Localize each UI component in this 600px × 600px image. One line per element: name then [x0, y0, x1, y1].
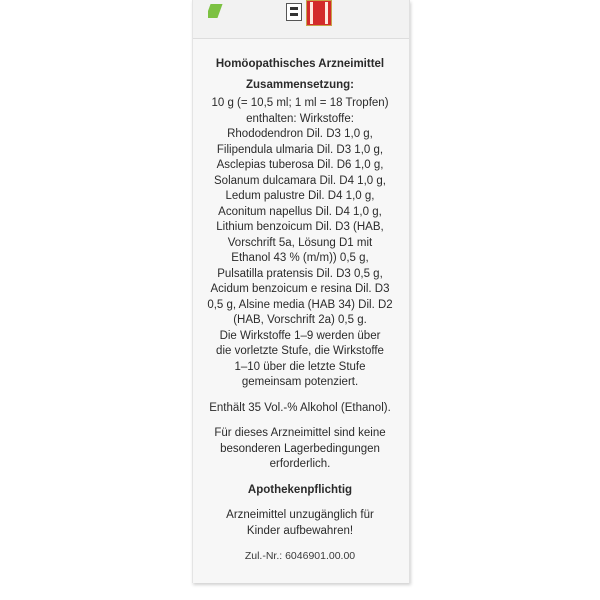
green-logo-mark-icon [208, 4, 223, 18]
product-type-heading: Homöopathisches Arzneimittel [215, 58, 385, 70]
composition-line: Aconitum napellus Dil. D4 1,0 g, [218, 205, 382, 218]
composition-heading: Zusammensetzung: [246, 78, 354, 91]
barcode-symbol-icon [286, 3, 302, 21]
composition-line: Ethanol 43 % (m/m)) 0,5 g, [231, 252, 369, 264]
package-text [192, 57, 408, 565]
composition-line: Filipendula ulmaria Dil. D3 1,0 g, [216, 143, 384, 156]
composition-line: 1–10 über die letzte Stufe [234, 360, 366, 373]
children-warning [192, 508, 408, 539]
storage-line: Für dieses Arzneimittel sind keine [214, 427, 386, 439]
composition-line: 0,5 g, Alsine media (HAB 34) Dil. D2 [207, 298, 393, 311]
composition-line: Lithium benzoicum Dil. D3 (HAB, [216, 221, 384, 233]
composition-line: Pulsatilla pratensis Dil. D3 0,5 g, [217, 267, 383, 280]
brand-lettering-icon [310, 2, 328, 24]
composition-line: gemeinsam potenziert. [241, 376, 359, 388]
composition-line: die vorletzte Stufe, die Wirkstoffe [216, 345, 384, 357]
composition-line: Solanum dulcamara Dil. D4 1,0 g, [214, 174, 386, 187]
composition-line: Ledum palustre Dil. D4 1,0 g, [225, 190, 375, 202]
registration-number: Zul.-Nr.: 6046901.00.00 [244, 550, 356, 562]
composition-line: 10 g (= 10,5 ml; 1 ml = 18 Tropfen) [211, 97, 389, 109]
storage-note [192, 426, 408, 473]
composition-line: Rhododendron Dil. D3 1,0 g, [227, 128, 373, 140]
top-label-strip [208, 0, 348, 28]
alcohol-note: Enthält 35 Vol.-% Alkohol (Ethanol). [209, 401, 391, 414]
composition-line: Vorschrift 5a, Lösung D1 mit [227, 236, 373, 249]
children-warning-line: Kinder aufbewahren! [246, 524, 354, 537]
pharmacy-only-note: Apothekenpflichtig [247, 483, 353, 496]
composition-line: Acidum benzoicum e resina Dil. D3 [210, 283, 390, 295]
storage-line: erforderlich. [269, 458, 331, 470]
storage-line: besonderen Lagerbedingungen [220, 442, 380, 455]
composition-line: Die Wirkstoffe 1–9 werden über [219, 329, 381, 342]
composition-line: enthalten: Wirkstoffe: [246, 112, 354, 125]
composition-block [192, 96, 408, 391]
children-warning-line: Arzneimittel unzugänglich für [226, 509, 374, 521]
composition-line: Asclepias tuberosa Dil. D6 1,0 g, [216, 159, 384, 171]
composition-line: (HAB, Vorschrift 2a) 0,5 g. [233, 314, 367, 326]
